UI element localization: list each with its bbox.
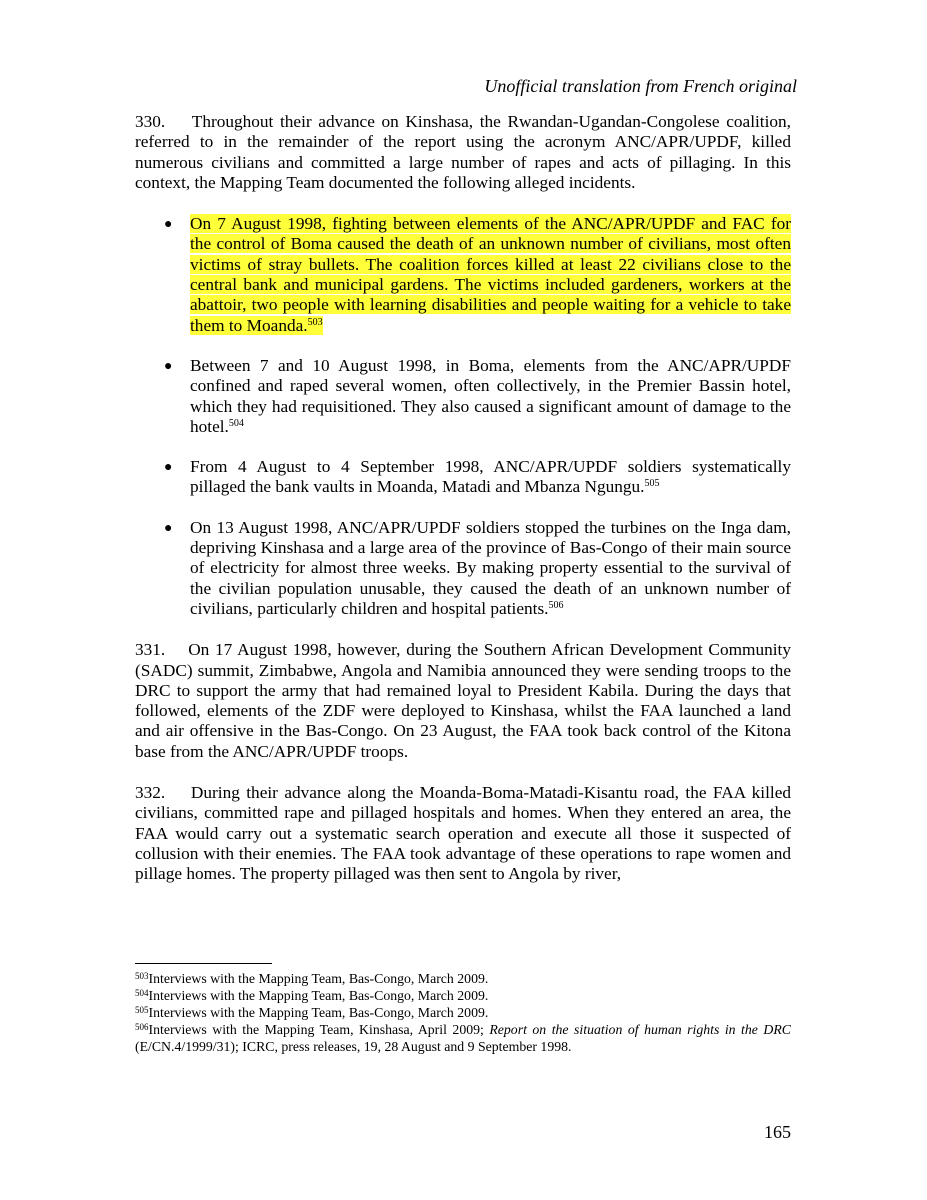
paragraph-number: 332. [135,783,166,803]
page-body [135,112,791,906]
paragraph-332 [135,783,791,884]
footnote-503: $^{503}$Interviews with the Mapping Team, Bas-Congo, March 2009. [135,971,489,986]
paragraph-331 [135,640,791,762]
list-item-highlighted [135,214,791,336]
footnote-ref: 505 [644,478,660,490]
list-item: ● From 4 August to 4 September 1998, ANC/APR/UPDF soldiers systematically pillaged the bank vaults in Moanda, Matadi and Mbanza Ngungu.$^{505}$ [164,457,791,497]
bullet-icon: ● [164,520,173,536]
report-title: Report on the situation of human rights in the DRC [489,1022,791,1037]
page-number: 165 [764,1122,791,1142]
footnote-ref: 506 [548,599,564,611]
footnote-ref: 504 [228,417,244,429]
footnote-505: $^{505}$Interviews with the Mapping Team, Bas-Congo, March 2009. [135,1005,489,1020]
footnote-506: $^{506}$Interviews with the Mapping Team, Kinshasa, April 2009; Report on the situation of human rights in the DRC (E/CN.4/1999/31); ICRC, press releases, 19, 28 August and 9 September 1998. [135,1022,791,1054]
footnote-504: $^{504}$Interviews with the Mapping Team, Bas-Congo, March 2009. [135,988,489,1003]
incident-list [135,214,791,619]
footnote-ref: 503 [307,316,323,328]
paragraph-text: Throughout their advance on Kinshasa, the Rwandan-Ugandan-Congolese coalition, referred to in the remainder of the report using the acronym ANC/APR/UPDF, killed numerous civilians and committed a large number of rapes and acts of pillaging. In this context, the Mapping Team documented the following alleged incidents. [135,112,791,192]
footnotes [135,970,791,1055]
bullet-icon: ● [164,460,173,476]
running-header: Unofficial translation from French original [484,76,797,96]
list-item: ● On 13 August 1998, ANC/APR/UPDF soldiers stopped the turbines on the Inga dam, depriving Kinshasa and a large area of the province of Bas-Congo of their main source of electricity for almost three weeks. By making property essential to the survival of the civilian population unusable, they caused the death of an unknown number of civilians, particularly children and hospital patients.$^{506}$ [164,517,791,618]
bullet-icon: ● [164,217,173,233]
paragraph-330 [135,112,791,193]
paragraph-text: During their advance along the Moanda-Boma-Matadi-Kisantu road, the FAA killed civilians, committed rape and pillaged hospitals and homes. When they entered an area, the FAA would carry out a systematic search operation and execute all those it suspected of collusion with their enemies. The FAA took advantage of these operations to rape women and pillage homes. The property pillaged was then sent to Angola by river, [135,783,792,884]
list-item: ● Between 7 and 10 August 1998, in Boma, elements from the ANC/APR/UPDF confined and raped several women, often collectively, in the Premier Bassin hotel, which they had requisitioned. They also caused a significant amount of damage to the hotel.$^{504}$ [164,355,791,436]
paragraph-number: 330. [135,112,166,131]
highlighted-text: On 7 August 1998, fighting between elements of the ANC/APR/UPDF and FAC for the control of Boma caused the death of an unknown number of civilians, most often victims of stray bullets. The coalition forces killed at least 22 civilians close to the central bank and municipal gardens. The victims included gardeners, workers at the abattoir, two people with learning disabilities and people waiting for a vehicle to take them to Moanda.$^{503}$ [190,214,791,335]
paragraph-number: 331. [135,640,166,660]
footnote-divider [135,963,272,964]
paragraph-text: On 17 August 1998, however, during the Southern African Development Community (SADC) summit, Zimbabwe, Angola and Namibia announced they were sending troops to the DRC to support the army that had remained loyal to President Kabila. During the days that followed, elements of the ZDF were deployed to Kinshasa, whilst the FAA launched a land and air offensive in the Bas-Congo. On 23 August, the FAA took back control of the Kitona base from the ANC/APR/UPDF troops. [135,640,792,761]
bullet-icon: ● [164,358,173,374]
